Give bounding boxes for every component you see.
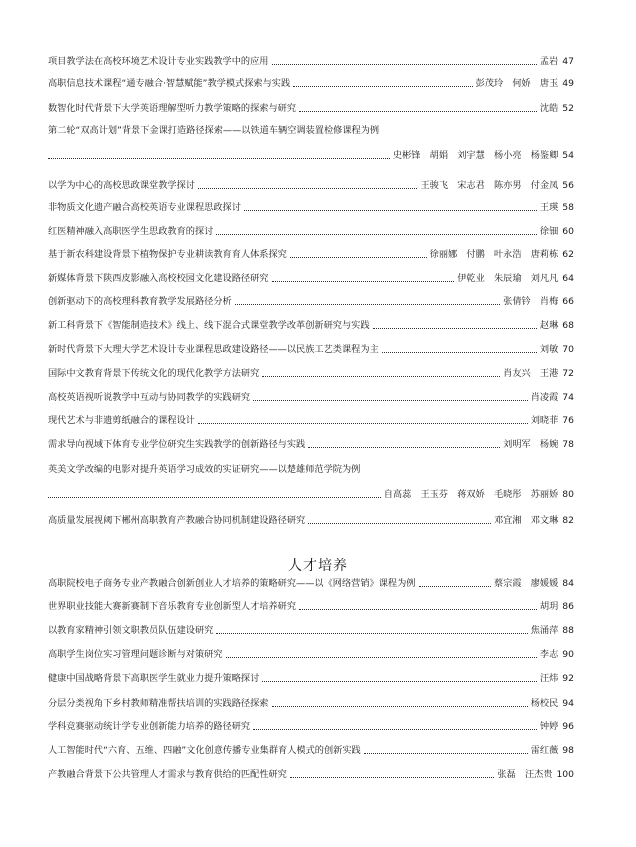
entry-authors: 徐丽娜 付鹏 叶永浩 唐莉栋 <box>429 249 559 260</box>
entry-authors: 杨校民 <box>530 698 559 709</box>
toc-entry[interactable] <box>48 464 574 501</box>
entry-title: 以学为中心的高校思政课堂教学探讨 <box>48 180 195 191</box>
entry-page-number: 76 <box>562 415 574 426</box>
entry-page-number: 66 <box>562 296 574 307</box>
entry-title: 高职学生岗位实习管理问题诊断与对策研究 <box>48 649 223 660</box>
entry-authors: 邓宜湘 邓文琳 <box>493 515 559 526</box>
entry-authors: 史彬锋 胡娟 刘宇慧 杨小亮 杨鉴卿 <box>392 150 559 161</box>
entry-title: 英美文学改编的电影对提升英语学习成效的实证研究——以楚雄师范学院为例 <box>48 464 361 475</box>
entry-authors: 肖凌霞 <box>530 392 559 403</box>
toc-entry[interactable] <box>48 125 574 162</box>
entry-page-number: 94 <box>562 698 574 709</box>
entry-authors: 雷红薇 <box>530 745 559 756</box>
entry-page-number: 68 <box>562 320 574 331</box>
entry-page-number: 47 <box>562 56 574 67</box>
toc-entry[interactable] <box>48 202 574 214</box>
entry-authors: 胡玥 <box>539 601 559 612</box>
entry-page-number: 64 <box>562 273 574 284</box>
dot-leader <box>262 376 500 377</box>
entry-page-number: 60 <box>562 226 574 237</box>
entry-authors: 李志 <box>539 649 559 660</box>
entry-title: 非物质文化遗产融合高校英语专业课程思政探讨 <box>48 202 241 213</box>
entry-title: 世界职业技能大赛新赛制下音乐教育专业创新型人才培养研究 <box>48 601 297 612</box>
entry-authors: 刘晓菲 <box>530 415 559 426</box>
entry-page-number: 52 <box>562 103 574 114</box>
entry-title: 分层分类视角下乡村教师精准帮扶培训的实践路径探索 <box>48 698 269 709</box>
dot-leader <box>48 497 381 498</box>
entry-title: 人工智能时代“六育、五维、四融”文化创意传播专业集群育人模式的创新实践 <box>48 745 361 756</box>
dot-leader <box>419 586 491 587</box>
entry-page-number: 62 <box>562 249 574 260</box>
entry-title: 需求导向视域下体育专业学位研究生实践教学的创新路径与实践 <box>48 439 306 450</box>
entry-title: 新媒体背景下陕西皮影融入高校校园文化建设路径研究 <box>48 273 269 284</box>
section-heading: 人才培养 <box>288 558 348 574</box>
dot-leader <box>226 657 537 658</box>
entry-page-number: 70 <box>562 344 574 355</box>
entry-title: 项目教学法在高校环境艺术设计专业实践教学中的应用 <box>48 56 269 67</box>
entry-page-number: 78 <box>562 439 574 450</box>
entry-title: 高职信息技术课程“通专融合·智慧赋能”教学模式探索与实践 <box>48 78 291 89</box>
entry-title: 以教育家精神引领文职教员队伍建设研究 <box>48 625 214 636</box>
entry-title: 创新驱动下的高校理科教育教学发展路径分析 <box>48 296 232 307</box>
toc-entry[interactable] <box>48 625 574 637</box>
entry-page-number: 80 <box>562 489 574 500</box>
dot-leader <box>216 633 527 634</box>
entry-title: 基于新农科建设背景下植物保护专业耕读教育育人体系探究 <box>48 249 287 260</box>
toc-entry[interactable] <box>48 578 574 590</box>
entry-page-number: 58 <box>562 202 574 213</box>
entry-page-number: 88 <box>562 625 574 636</box>
dot-leader <box>373 328 537 329</box>
entry-title: 红医精神融入高职医学生思政教育的探讨 <box>48 226 214 237</box>
dot-leader <box>290 777 494 778</box>
entry-authors: 徐钿 <box>539 226 559 237</box>
dot-leader <box>235 304 500 305</box>
entry-authors: 张倩钤 肖梅 <box>503 296 559 307</box>
entry-title: 高校英语视听说教学中互动与协同教学的实践研究 <box>48 392 251 403</box>
dot-leader <box>299 111 537 112</box>
dot-leader <box>244 210 537 211</box>
entry-title: 高职院校电子商务专业产教融合创新创业人才培养的策略研究——以《网络营销》课程为例 <box>48 578 416 589</box>
toc-entry[interactable] <box>48 601 574 613</box>
entry-page-number: 86 <box>562 601 574 612</box>
dot-leader <box>272 281 455 282</box>
dot-leader <box>272 706 528 707</box>
entry-title: 第二轮“双高计划”背景下金课打造路径探索——以铁道车辆空调装置检修课程为例 <box>48 125 380 136</box>
toc-entry[interactable] <box>48 515 574 527</box>
entry-page-number: 49 <box>562 78 574 89</box>
entry-authors: 彭茂玲 何娇 唐玉 <box>475 78 559 89</box>
toc-entry[interactable] <box>48 78 574 90</box>
entry-authors: 刘敏 <box>539 344 559 355</box>
entry-authors: 肖友兴 王港 <box>503 368 559 379</box>
toc-entry[interactable] <box>48 180 574 192</box>
dot-leader <box>364 753 528 754</box>
entry-page-number: 82 <box>562 515 574 526</box>
toc-entry[interactable] <box>48 273 574 285</box>
entry-authors: 蔡宗霞 廖媛媛 <box>493 578 559 589</box>
entry-authors: 王瑛 <box>539 202 559 213</box>
toc-entry[interactable] <box>48 415 574 427</box>
entry-authors: 焦涌萍 <box>530 625 559 636</box>
entry-page-number: 92 <box>562 673 574 684</box>
toc-entry[interactable] <box>48 368 574 380</box>
entry-title: 数智化时代背景下大学英语理解型听力教学策略的探索与研究 <box>48 103 297 114</box>
dot-leader <box>299 609 537 610</box>
dot-leader <box>253 729 537 730</box>
dot-leader <box>293 86 472 87</box>
entry-authors: 沈皓 <box>539 103 559 114</box>
dot-leader <box>198 188 417 189</box>
entry-authors: 汪炜 <box>539 673 559 684</box>
entry-page-number: 74 <box>562 392 574 403</box>
entry-title: 学科竞赛驱动统计学专业创新能力培养的路径研究 <box>48 721 251 732</box>
toc-entry[interactable] <box>48 721 574 733</box>
toc-entry[interactable] <box>48 320 574 332</box>
toc-entry[interactable] <box>48 249 574 261</box>
entry-title: 新工科背景下《智能制造技术》线上、线下混合式课堂教学改革创新研究与实践 <box>48 320 370 331</box>
toc-entry[interactable] <box>48 673 574 685</box>
entry-title: 高质量发展视阈下郴州高职教育产教融合协同机制建设路径研究 <box>48 515 306 526</box>
toc-entry[interactable] <box>48 769 574 781</box>
dot-leader <box>198 423 528 424</box>
entry-page-number: 54 <box>562 150 574 161</box>
dot-leader <box>272 64 537 65</box>
entry-authors: 刘明军 杨婉 <box>503 439 559 450</box>
toc-entry[interactable] <box>48 103 574 115</box>
entry-authors: 钟婷 <box>539 721 559 732</box>
entry-page-number: 84 <box>562 578 574 589</box>
entry-title: 产教融合背景下公共管理人才需求与教育供给的匹配性研究 <box>48 769 287 780</box>
entry-authors: 王骏飞 宋志君 陈亦男 付金凤 <box>420 180 559 191</box>
toc-entry[interactable] <box>48 392 574 404</box>
entry-authors: 孟岩 <box>539 56 559 67</box>
dot-leader <box>216 234 537 235</box>
entry-title: 现代艺术与非遗剪纸融合的课程设计 <box>48 415 195 426</box>
entry-page-number: 72 <box>562 368 574 379</box>
entry-page-number: 56 <box>562 180 574 191</box>
toc-entry[interactable] <box>48 344 574 356</box>
toc-entry[interactable] <box>48 649 574 661</box>
entry-authors: 张磊 汪杰贵 <box>497 769 553 780</box>
toc-entry[interactable] <box>48 745 574 757</box>
entry-page-number: 90 <box>562 649 574 660</box>
entry-title: 国际中文教育背景下传统文化的现代化教学方法研究 <box>48 368 260 379</box>
dot-leader <box>262 681 537 682</box>
entry-page-number: 96 <box>562 721 574 732</box>
entry-authors: 自高蕊 王玉芬 蒋双娇 毛晓彤 苏丽娇 <box>383 489 559 500</box>
toc-entry[interactable] <box>48 56 574 68</box>
dot-leader <box>290 257 427 258</box>
entry-title: 健康中国战略背景下高职医学生就业力提升策略探讨 <box>48 673 260 684</box>
toc-entry[interactable] <box>48 226 574 238</box>
toc-entry[interactable] <box>48 698 574 710</box>
entry-page-number: 100 <box>556 769 574 780</box>
dot-leader <box>253 400 528 401</box>
entry-authors: 赵琳 <box>539 320 559 331</box>
entry-title: 新时代背景下大理大学艺术设计专业课程思政建设路径——以民族工艺类课程为主 <box>48 344 379 355</box>
toc-entry[interactable] <box>48 296 574 308</box>
toc-entry[interactable] <box>48 439 574 451</box>
dot-leader <box>308 523 491 524</box>
dot-leader <box>308 447 500 448</box>
dot-leader <box>48 158 390 159</box>
entry-page-number: 98 <box>562 745 574 756</box>
dot-leader <box>382 352 537 353</box>
entry-authors: 伊乾业 朱辰瑜 刘凡凡 <box>457 273 559 284</box>
